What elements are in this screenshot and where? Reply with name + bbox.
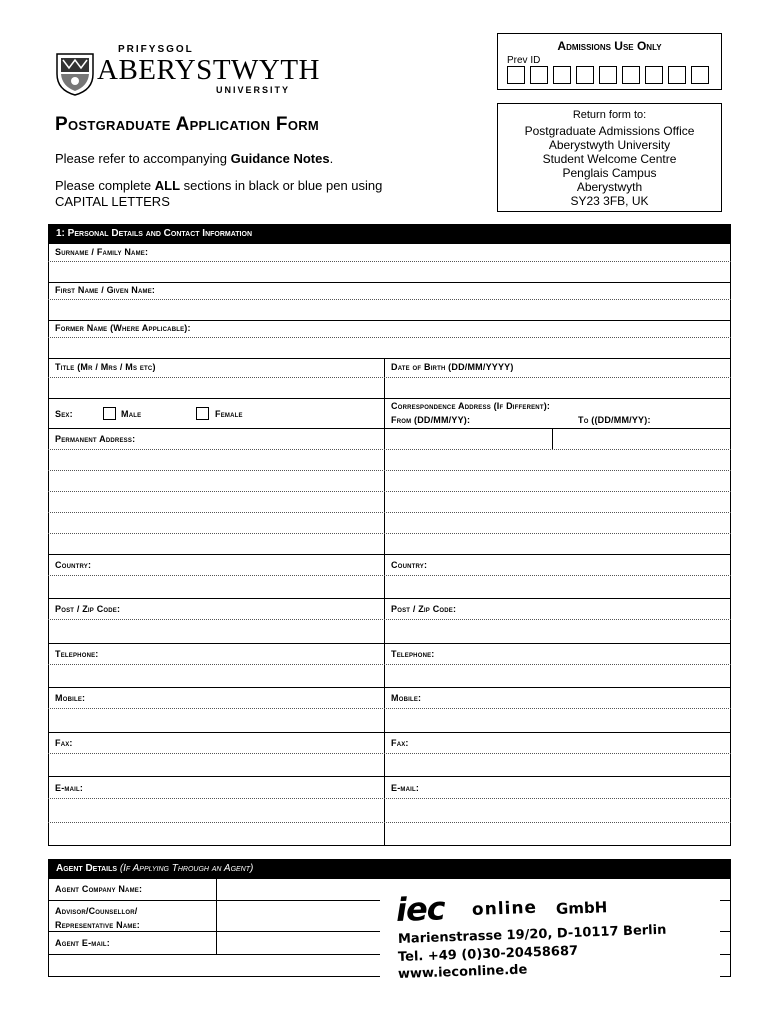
stamp-telephone: Tel. +49 (0)30-20458687 — [397, 943, 579, 965]
telephone-field-correspondence[interactable] — [385, 665, 730, 687]
agent-header-title: Agent Details — [56, 863, 118, 874]
agent-email-label: Agent E-mail: — [55, 938, 110, 948]
crest-icon — [55, 52, 95, 96]
logo-prefix: PRIFYSGOL — [118, 44, 194, 55]
permanent-address-label: Permanent Address: — [55, 434, 136, 444]
agent-header-note: (If Applying Through an Agent) — [119, 863, 254, 874]
stamp-website: www.ieconline.de — [397, 962, 528, 982]
male-label: Male — [121, 409, 142, 419]
country-field-correspondence[interactable] — [385, 576, 730, 598]
from-date-label: From (DD/MM/YY): — [391, 415, 471, 425]
telephone-label-permanent: Telephone: — [55, 649, 99, 659]
return-address — [497, 124, 722, 208]
return-line: Postgraduate Admissions Office — [524, 124, 695, 138]
email-label-permanent: E-mail: — [55, 783, 84, 793]
stamp-online: online — [471, 897, 538, 920]
title-label: Title (Mr / Mrs / Ms etc) — [55, 362, 156, 372]
country-label-correspondence: Country: — [391, 560, 428, 570]
surname-label: Surname / Family Name: — [55, 247, 149, 257]
first-name-field[interactable] — [49, 300, 730, 320]
return-line: Aberystwyth University — [548, 138, 671, 152]
prev-id-box[interactable] — [553, 66, 571, 84]
dob-field[interactable] — [385, 378, 730, 398]
form-title: Postgraduate Application Form — [55, 114, 320, 135]
logo-suffix: UNIVERSITY — [216, 85, 291, 95]
email-label-correspondence: E-mail: — [391, 783, 420, 793]
telephone-field-permanent[interactable] — [49, 665, 383, 687]
admissions-title: Admissions Use Only — [557, 39, 662, 53]
country-label-permanent: Country: — [55, 560, 92, 570]
prev-id-box[interactable] — [691, 66, 709, 84]
stamp-address: Marienstrasse 19/20, D-10117 Berlin — [397, 922, 667, 947]
prev-id-label: Prev ID — [507, 55, 541, 66]
fax-field-permanent[interactable] — [49, 754, 383, 776]
sex-label: Sex: — [55, 409, 73, 419]
mobile-label-correspondence: Mobile: — [391, 693, 422, 703]
postcode-label-permanent: Post / Zip Code: — [55, 604, 121, 614]
mobile-label-permanent: Mobile: — [55, 693, 86, 703]
capital-letters-text: CAPITAL LETTERS — [55, 194, 170, 209]
postcode-field-correspondence[interactable] — [385, 620, 730, 643]
female-checkbox[interactable] — [196, 407, 209, 420]
female-label: Female — [215, 409, 243, 419]
former-name-field[interactable] — [49, 338, 730, 358]
fax-field-correspondence[interactable] — [385, 754, 730, 776]
to-date-label: To ((DD/MM/YY): — [578, 415, 651, 425]
postcode-field-permanent[interactable] — [49, 620, 383, 643]
telephone-label-correspondence: Telephone: — [391, 649, 435, 659]
prev-id-box[interactable] — [622, 66, 640, 84]
refer-text: Please refer to accompanying — [55, 151, 231, 166]
prev-id-box[interactable] — [668, 66, 686, 84]
first-name-label: First Name / Given Name: — [55, 285, 156, 295]
fax-label-permanent: Fax: — [55, 738, 73, 748]
title-field[interactable] — [49, 378, 383, 398]
stamp-gmbh: GmbH — [555, 898, 608, 918]
return-line: Student Welcome Centre — [542, 152, 677, 166]
all-text: ALL — [154, 178, 181, 193]
male-checkbox[interactable] — [103, 407, 116, 420]
country-field-permanent[interactable] — [49, 576, 383, 598]
advisor-label-line1: Advisor/Counsellor/ — [55, 906, 138, 916]
mobile-field-permanent[interactable] — [49, 709, 383, 732]
return-line: Aberystwyth — [576, 180, 643, 194]
prev-id-box[interactable] — [599, 66, 617, 84]
dob-label: Date of Birth (DD/MM/YYYY) — [391, 362, 514, 372]
refer-end: . — [329, 151, 334, 166]
logo-name: ABERYSTWYTH — [97, 54, 320, 86]
prev-id-box[interactable] — [576, 66, 594, 84]
permanent-address-field[interactable] — [49, 450, 383, 554]
complete-text-end: sections in black or blue pen using — [180, 178, 383, 193]
agent-company-label: Agent Company Name: — [55, 884, 143, 894]
correspondence-label: Correspondence Address (If Different): — [391, 401, 551, 411]
agent-header — [48, 859, 731, 879]
prev-id-box[interactable] — [530, 66, 548, 84]
prev-id-box[interactable] — [507, 66, 525, 84]
postcode-label-correspondence: Post / Zip Code: — [391, 604, 457, 614]
prev-id-box[interactable] — [645, 66, 663, 84]
mobile-field-correspondence[interactable] — [385, 709, 730, 732]
guidance-notes-text: Guidance Notes — [230, 151, 330, 166]
fax-label-correspondence: Fax: — [391, 738, 409, 748]
return-line: SY23 3FB, UK — [570, 194, 649, 208]
return-label: Return form to: — [572, 109, 647, 121]
complete-text: Please complete — [55, 178, 155, 193]
stamp-logo: iec — [395, 889, 446, 929]
return-line: Penglais Campus — [562, 166, 657, 180]
instruction-complete — [55, 178, 382, 210]
surname-field[interactable] — [49, 262, 730, 282]
advisor-label — [55, 904, 140, 932]
former-name-label: Former Name (Where Applicable): — [55, 323, 191, 333]
advisor-label-line2: Representative Name: — [55, 920, 140, 930]
instruction-refer — [55, 151, 333, 166]
section1-header: 1: Personal Details and Contact Information — [48, 224, 731, 244]
